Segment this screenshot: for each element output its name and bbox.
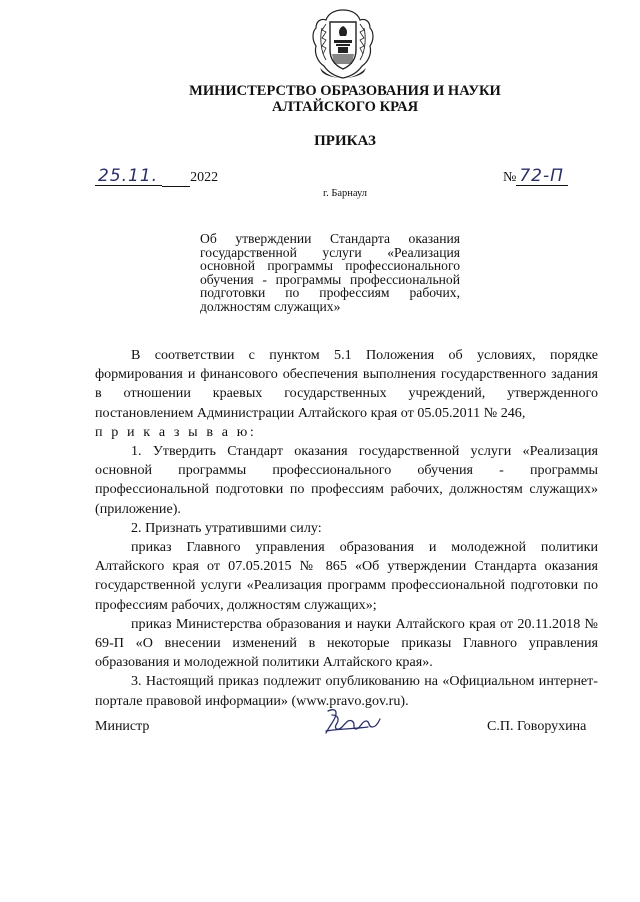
order-subject: Об утверждении Стандарта оказания государственной услуги «Реализация основной программы профессионального обучения - программы профессиональной подготовки по профессиям рабочих, должностям служащих» — [200, 231, 460, 314]
handwritten-date: 25.11. — [95, 168, 162, 186]
order-year: 2022 — [190, 170, 219, 185]
signatory-name: С.П. Говорухина — [487, 719, 587, 734]
ministry-name-line2: АЛТАЙСКОГО КРАЯ — [271, 98, 419, 115]
number-prefix: № — [503, 170, 517, 185]
orders-word: п р и к а з ы в а ю: — [95, 423, 257, 440]
ministry-name — [0, 84, 640, 115]
repealed-order-2: приказ Министерства образования и науки Алтайского края от 20.11.2018 № 69-П «О внесении изменений в некоторые приказы Главного управления образования и молодежной политики Алтайского края». — [95, 615, 598, 671]
document-type-title: ПРИКАЗ — [314, 133, 376, 149]
order-body — [95, 346, 598, 711]
city-line: г. Барнаул — [322, 188, 368, 199]
preamble-paragraph: В соответствии с пунктом 5.1 Положения об условиях, порядке формирования и финансового обеспечения выполнения государственного задания в отношении краевых государственных учреждений, утвержденного постановлением Администрации Алтайского края от 05.05.2011 № 246, — [95, 347, 598, 421]
coat-of-arms-icon — [308, 6, 378, 82]
item-2-paragraph: 2. Признать утратившими силу: — [131, 519, 322, 536]
handwritten-signature-icon — [322, 705, 382, 737]
order-date — [95, 168, 218, 187]
signatory-position: Министр — [95, 719, 150, 734]
handwritten-order-number: 72-П — [516, 168, 568, 186]
item-1-paragraph: 1. Утвердить Стандарт оказания государственной услуги «Реализация основной программы профессионального обучения - программы профессиональной подготовки по профессиям рабочих, должностям служащих» (приложение). — [95, 443, 598, 517]
item-3-paragraph: 3. Настоящий приказ подлежит опубликованию на «Официальном интернет-портале правовой информации» (www.pravo.gov.ru). — [95, 673, 598, 709]
ministry-name-line1: МИНИСТЕРСТВО ОБРАЗОВАНИЯ И НАУКИ — [189, 83, 501, 99]
repealed-order-1: приказ Главного управления образования и молодежной политики Алтайского края от 07.05.2015 № 865 «Об утверждении Стандарта оказания государственной услуги «Реализация программ профессиональной подготовки по профессиям рабочих, должностям служащих»; — [95, 539, 598, 613]
order-number — [503, 168, 568, 186]
